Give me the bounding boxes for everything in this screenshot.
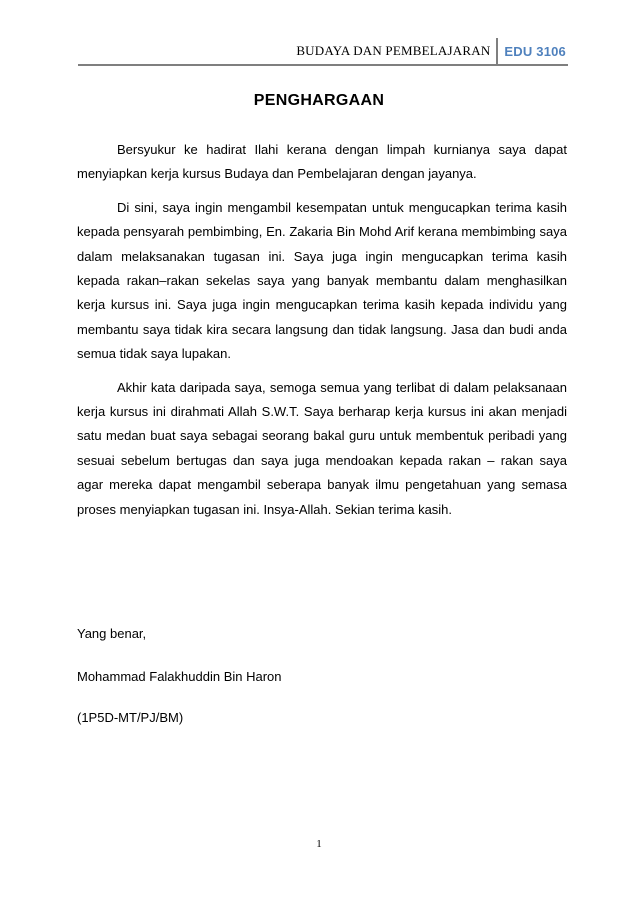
paragraph-2: Di sini, saya ingin mengambil kesempatan untuk mengucapkan terima kasih kepada pensyarah pembimbing, En. Zakaria Bin Mohd Arif kerana membimbing saya dalam melaksanakan tugasan ini. Saya juga ingin mengucapkan terima kasih kepada rakan–rakan sekelas saya yang banyak membantu dalam menghasilkan kerja kursus ini. Saya juga ingin mengucapkan terima kasih kepada individu yang membantu saya tidak kira secara langsung dan tidak langsung. Jasa dan budi anda semua tidak saya lupakan.: [77, 199, 567, 362]
header-course-code: EDU 3106: [504, 43, 566, 59]
page-title: PENGHARGAAN: [253, 92, 385, 109]
header-separator: [496, 38, 498, 64]
paragraph-1: Bersyukur ke hadirat Ilahi kerana dengan limpah kurnianya saya dapat menyiapkan kerja kursus Budaya dan Pembelajaran dengan jayanya.: [77, 142, 567, 182]
header-rule: [78, 64, 568, 66]
paragraph-3: Akhir kata daripada saya, semoga semua yang terlibat di dalam pelaksanaan kerja kursus ini dirahmati Allah S.W.T. Saya berharap kerja kursus ini akan menjadi satu medan buat saya sebagai seorang bakal guru untuk membentuk peribadi yang sesuai sebelum bertugas dan saya juga mendoakan kepada rakan – rakan saya agar mereka dapat mengambil seberapa banyak ilmu pengetahuan yang semasa proses menyiapkan tugasan ini. Insya-Allah. Sekian terima kasih.: [77, 379, 567, 517]
header-course-title: BUDAYA DAN PEMBELAJARAN: [296, 43, 491, 58]
signatory-class: (1P5D-MT/PJ/BM): [77, 710, 184, 725]
signatory-name: Mohammad Falakhuddin Bin Haron: [77, 669, 282, 684]
page-number: 1: [316, 838, 322, 850]
page-header: [296, 40, 566, 62]
document-body: [77, 138, 567, 531]
closing-greeting: Yang benar,: [77, 626, 147, 641]
